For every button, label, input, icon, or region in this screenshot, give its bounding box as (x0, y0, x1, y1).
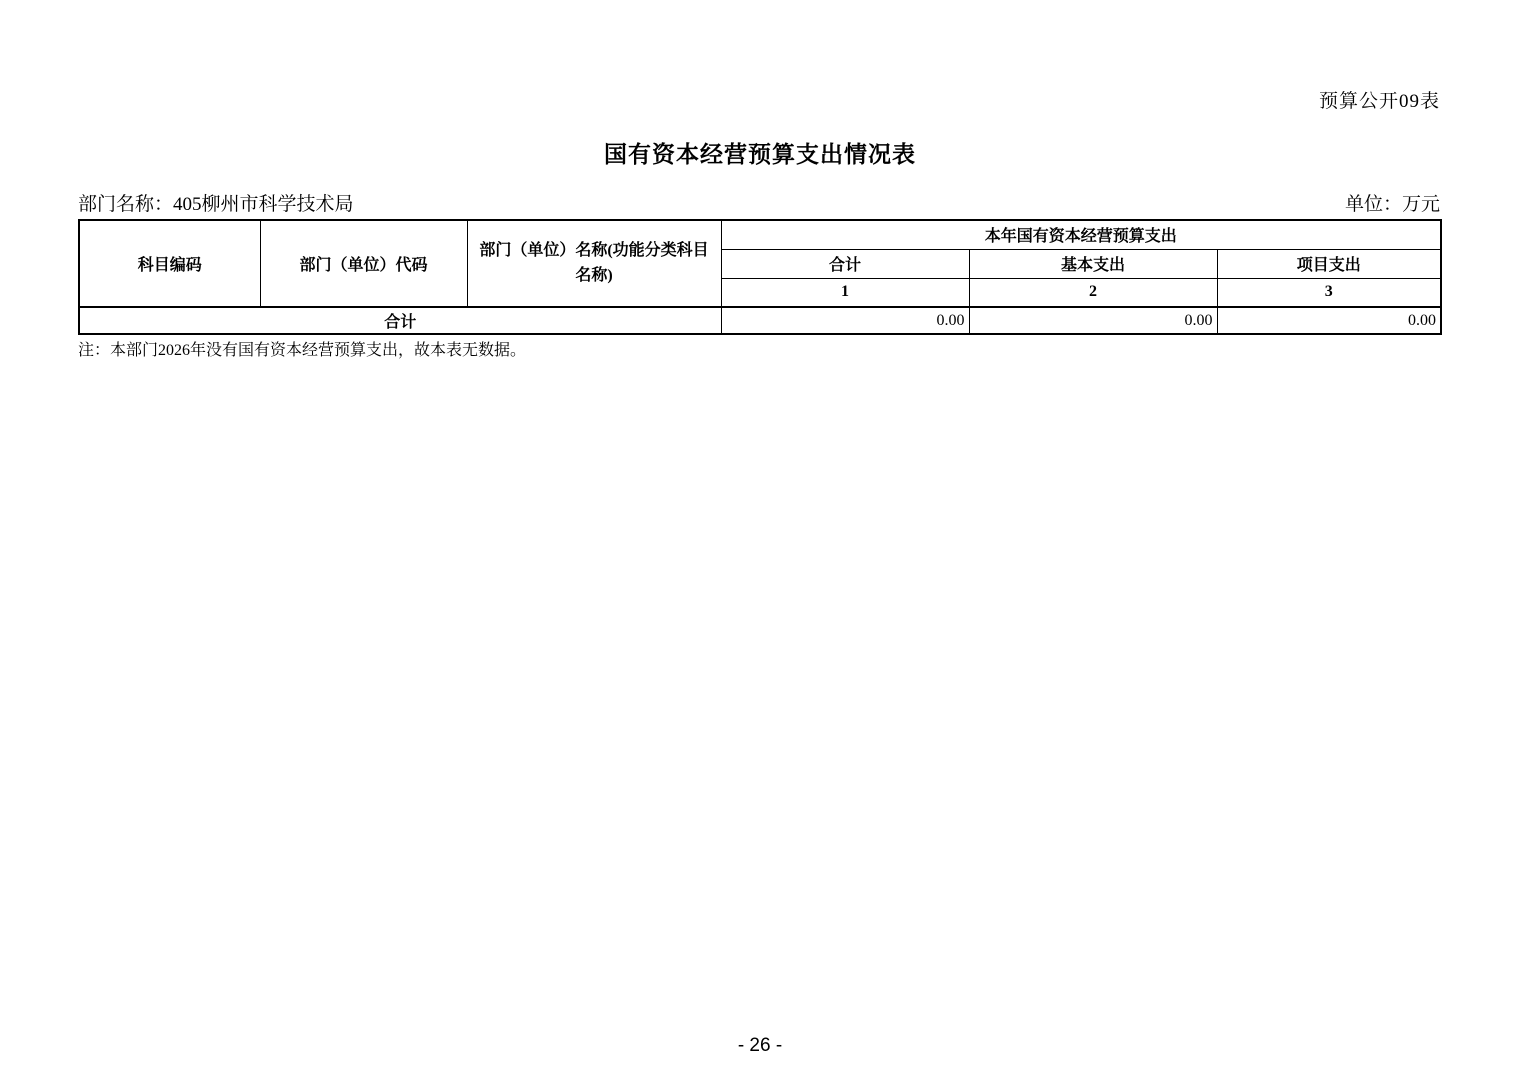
header-col-index-2: 2 (969, 278, 1217, 307)
header-group-title: 本年国有资本经营预算支出 (721, 220, 1441, 249)
project-expenditure-value: 0.00 (1217, 307, 1441, 334)
header-dept-name: 部门（单位）名称(功能分类科目名称) (467, 220, 721, 307)
table-row-total (79, 307, 1441, 334)
table-meta-row (78, 189, 1440, 216)
header-basic-expenditure: 基本支出 (969, 249, 1217, 278)
total-value: 0.00 (721, 307, 969, 334)
header-project-expenditure: 项目支出 (1217, 249, 1441, 278)
header-dept-code: 部门（单位）代码 (260, 220, 467, 307)
basic-expenditure-value: 0.00 (969, 307, 1217, 334)
header-row-group (79, 220, 1441, 249)
table-note: 注：本部门2026年没有国有资本经营预算支出，故本表无数据。 (78, 342, 527, 359)
unit-label: 单位：万元 (1344, 194, 1440, 215)
header-col-index-1: 1 (721, 278, 969, 307)
form-number-label: 预算公开09表 (1318, 91, 1440, 112)
page-number: - 26 - (737, 1035, 783, 1056)
budget-expenditure-table (78, 219, 1442, 335)
header-col-index-3: 3 (1217, 278, 1441, 307)
header-total: 合计 (721, 249, 969, 278)
page-title: 国有资本经营预算支出情况表 (604, 142, 916, 167)
department-name-label: 部门名称：405柳州市科学技术局 (78, 194, 354, 215)
header-subject-code: 科目编码 (79, 220, 260, 307)
row-label-total: 合计 (79, 307, 721, 334)
